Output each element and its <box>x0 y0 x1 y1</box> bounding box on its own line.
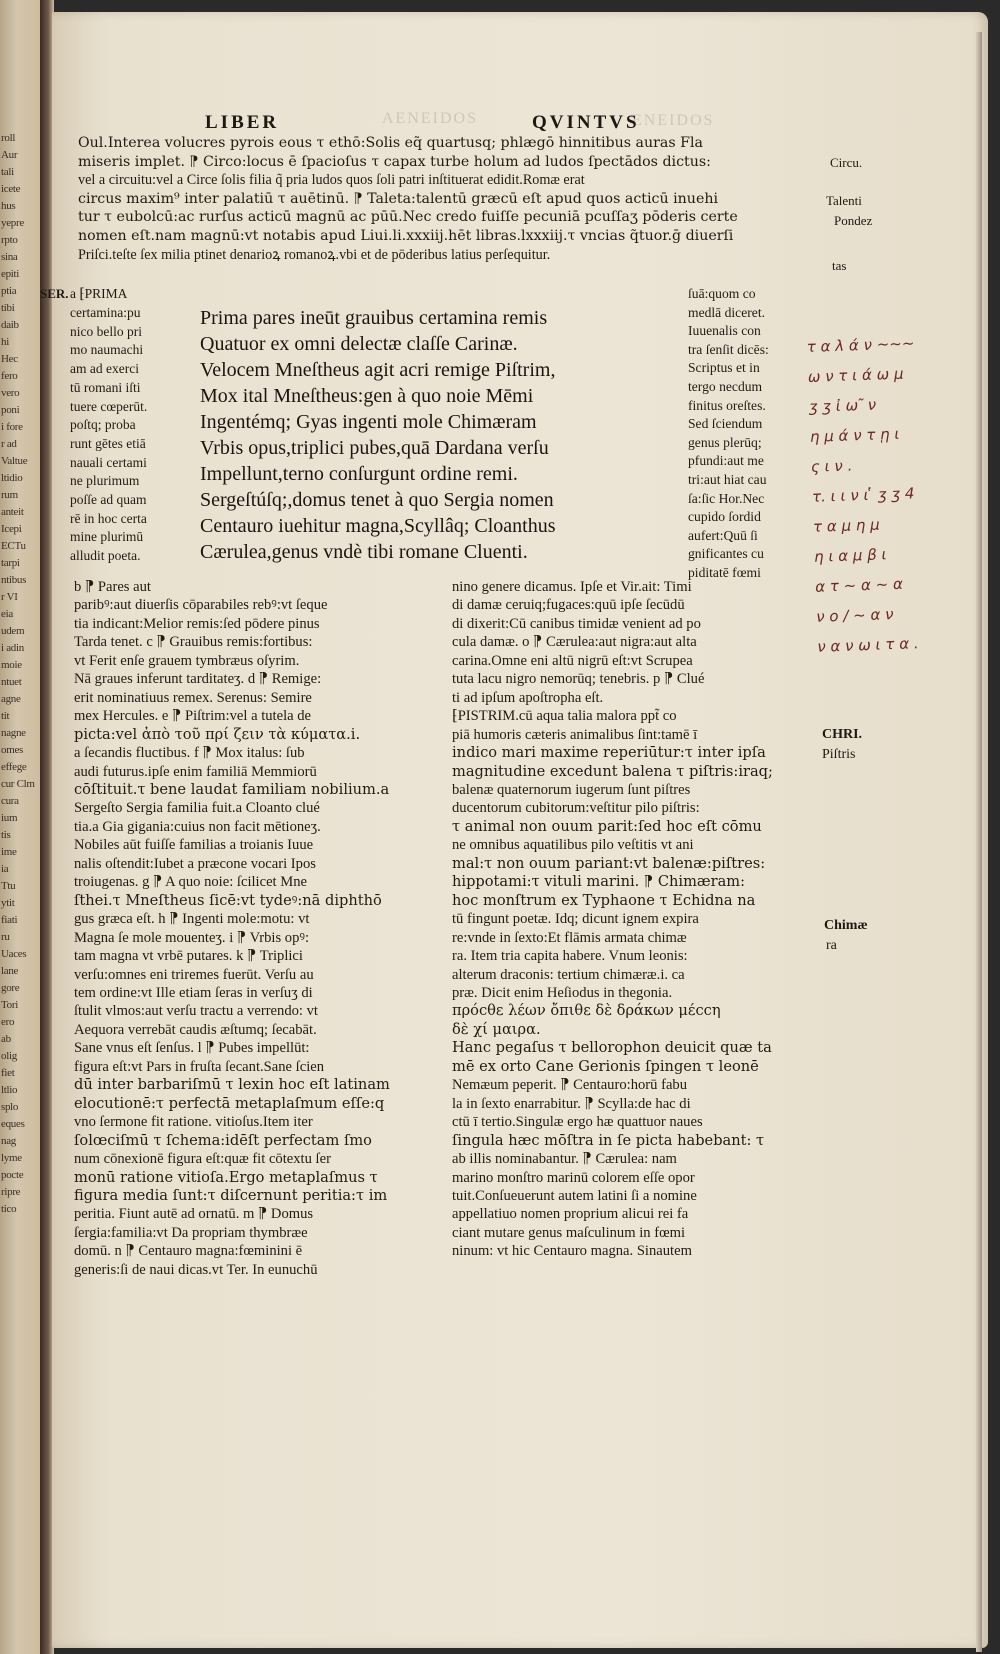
facing-page-line: epiti <box>1 268 20 280</box>
facing-page-line: i adin <box>1 642 24 654</box>
commentary-line: picta:vel ἀπὸ τοῦ πρί ζειν τὰ κύματα.i. <box>74 725 361 743</box>
commentary-line: indico mari maxime reperiūtur:τ inter ipſa <box>452 744 766 762</box>
facing-page-line: cura <box>1 795 19 807</box>
facing-page-line: effege <box>1 761 27 773</box>
commentary-line: piā humoris cæteris animalibus ſint:tamē ī <box>452 726 698 743</box>
commentary-line: nomen eſt.nam magnū:vt notabis apud Liui.li.xxxiij.hēt libras.lxxxiij.τ vncias q̃tuor.ḡ diuerſi <box>78 227 734 244</box>
facing-page-line: eia <box>1 608 13 620</box>
facing-page-line: ero <box>1 1016 15 1028</box>
verse-line: Vrbis opus,triplici pubes,quā Dardana verſu <box>200 437 549 459</box>
commentary-line: nino genere dicamus. Ipſe et Vir.ait: Timi <box>452 579 692 595</box>
commentary-line: elocutionē:τ perfectā metaplaſmum eſſe:q <box>74 1094 385 1112</box>
commentary-line: Priſci.teſte ſex milia ptinet denarioꝝ romanoꝝ.vbi et de pōderibus latius perſequitur. <box>78 246 551 263</box>
facing-page-line: agne <box>1 693 21 705</box>
facing-page-line: olig <box>1 1050 17 1062</box>
commentary-line: am ad exerci <box>70 361 139 377</box>
commentary-line: poſtq; proba <box>70 417 136 433</box>
facing-page-line: lane <box>1 965 19 977</box>
commentary-line: pfundi:aut me <box>688 453 764 469</box>
facing-page-line: Hec <box>1 353 18 365</box>
handwritten-line: ν ο / ~ α ν <box>815 605 894 626</box>
commentary-line: ne plurimum <box>70 473 140 489</box>
commentary-line: di dixerit:Cū canibus timidæ venient ad po <box>452 615 701 632</box>
facing-page-line: pocte <box>1 1169 24 1181</box>
facing-page-line: omes <box>1 744 24 756</box>
commentary-line: vt Ferit enſe grauem tymbræus oſyrim. <box>74 652 300 669</box>
commentary-line: gnificantes cu <box>688 546 764 562</box>
commentary-line: figura eſt:vt Pars in fruſta ſecant.Sane ſcien <box>74 1058 325 1075</box>
commentary-line: tam magna vt vrbē putares. k ⁋ Triplici <box>74 948 303 965</box>
commentary-line: ne omnibus aquatilibus pilo veſtitis vt ani <box>452 837 694 854</box>
commentary-line: paribꝰ:aut diuerſis cōparabiles rebꝰ:vt ſeque <box>74 597 328 614</box>
commentary-line: ra. Item tria capita habere. Vnum leonis: <box>452 948 688 965</box>
commentary-line: piditatē fœmi <box>688 564 761 580</box>
commentary-line: balenæ quaternorum iugerum ſunt piſtres <box>452 781 691 798</box>
handwritten-annotation <box>806 328 925 662</box>
commentary-line: alterum draconis: tertium chimæræ.i. ca <box>452 966 685 983</box>
commentary-line: τ animal non ouum parit:ſed hoc eſt cōmu <box>452 817 762 835</box>
commentary-line: erit nominatiuus remex. Serenus: Semire <box>74 689 312 706</box>
commentary-line: ſa:ſic Hor.Nec <box>688 490 765 506</box>
verse-line: Velocem Mneſtheus agit acri remige Piſtrim, <box>200 359 556 381</box>
margin-note-circu: Circu. <box>830 155 863 170</box>
commentary-line: ⁅PISTRIM.cū aqua talia malora ppt̃ co <box>452 708 677 725</box>
commentary-line: circus maxim⁹ inter palatiū τ auētinū. ⁋ Taleta:talentū græcū eſt apud quos acticū inuehi <box>78 190 719 207</box>
show-through-left: AENEIDOS <box>382 110 478 127</box>
facing-page-line: fiati <box>1 914 18 926</box>
commentary-line: nalis oſtendit:Iubet a præcone vocari Ipos <box>74 855 316 872</box>
facing-page-edge <box>0 0 42 1654</box>
facing-page-line: vero <box>1 387 20 399</box>
commentary-line: appellatiuo nomen proprium alicui rei fa <box>452 1206 689 1223</box>
commentary-line: vno ſermone fit ratione. vitioſus.Item iter <box>74 1114 313 1131</box>
facing-page-line: Icepi <box>1 523 22 535</box>
top-commentary <box>78 134 738 264</box>
margin-note-tas: tas <box>832 258 847 273</box>
margin-note-ser: SER. <box>40 286 69 301</box>
book-page <box>40 12 988 1648</box>
commentary-line: mo naumachi <box>70 342 144 358</box>
left-narrow-commentary <box>70 304 147 566</box>
commentary-line: domū. n ⁋ Centauro magna:fœminini ē <box>74 1243 303 1260</box>
facing-page-line: moie <box>1 659 22 671</box>
commentary-line: Hanc pegaſus τ bellorophon deuicit quæ ta <box>452 1039 772 1057</box>
commentary-line: medlā diceret. <box>688 304 765 320</box>
commentary-line: ducentorum cubitorum:veſtitur pilo piſtris: <box>452 800 700 817</box>
handwritten-line: τ α μ η μ <box>812 515 880 536</box>
commentary-line: tū romani iſti <box>70 379 141 395</box>
commentary-line: re:vnde in ſexto:Et flāmis armata chimæ <box>452 929 687 946</box>
facing-page-line: hus <box>1 200 16 212</box>
facing-page-line: Tori <box>1 999 18 1011</box>
running-head-right: QVINTVS <box>532 112 640 133</box>
margin-note-ra: ra <box>826 938 837 953</box>
commentary-line: ninum: vt hic Centauro magna. Sinautem <box>452 1243 692 1260</box>
facing-page-line: lyme <box>1 1152 22 1164</box>
facing-page-line: nag <box>1 1135 16 1147</box>
facing-page-line: ytit <box>1 897 15 909</box>
facing-page-line: gore <box>1 982 20 994</box>
handwritten-line: τ α λ ά ν ~~~ <box>806 334 915 356</box>
facing-page-line: eques <box>1 1118 25 1130</box>
commentary-line: nico bello pri <box>70 323 142 339</box>
commentary-line: ſtulit vlmos:aut verſu tractu a verrendo: vt <box>74 1003 318 1020</box>
commentary-column-right <box>452 578 773 1261</box>
commentary-line: figura media ſunt:τ diſcernunt peritia:τ im <box>74 1186 388 1204</box>
commentary-line: b ⁋ Pares aut <box>74 579 151 595</box>
facing-page-line: ium <box>1 812 18 824</box>
commentary-line: di damæ ceruiq;fugaces:quū ipſe ſecūdū <box>452 597 685 614</box>
commentary-line: πρόϲθε λέων ὄπιθε δὲ δράκων μέϲϲη <box>452 1002 721 1020</box>
margin-note-pistris: Piſtris <box>822 747 856 762</box>
verse-line: Sergeſtúſq;,domus tenet à quo Sergia nomen <box>200 489 554 511</box>
facing-page-line: r VI <box>1 591 18 603</box>
commentary-line: tur τ eubolcū:ac rurſus acticū magnū ac pūū.Nec credo fuiſſe pecuniā pcuſſaʒ pōderis certe <box>78 209 738 226</box>
commentary-line: Sergeſto Sergia familia fuit.a Cloanto clué <box>74 800 320 817</box>
facing-page-line: Uaces <box>1 948 27 960</box>
facing-page-line: ab <box>1 1033 11 1045</box>
commentary-line: rē in hoc certa <box>70 510 147 526</box>
facing-page-line: r ad <box>1 438 17 450</box>
facing-page-line: tali <box>1 166 14 178</box>
commentary-line: runt gētes etiā <box>70 435 146 451</box>
commentary-line: gus græca eſt. h ⁋ Ingenti mole:motu: vt <box>74 911 310 928</box>
facing-page-line: roll <box>1 132 16 144</box>
facing-page-line: nagne <box>1 727 26 739</box>
commentary-line: generis:ſi de naui dicas.vt Ter. In eunuchū <box>74 1261 318 1278</box>
facing-page-line: ptia <box>1 285 17 297</box>
verse-line: Prima pares ineūt grauibus certamina remis <box>200 307 548 329</box>
commentary-line: Magna ſe mole mouenteʒ. i ⁋ Vrbis opꝰ: <box>74 929 310 946</box>
facing-page-line: rum <box>1 489 18 501</box>
commentary-line: verſu:omnes eni triremes fuerūt. Verſu au <box>74 966 314 983</box>
handwritten-line: α τ ~ α ~ α <box>814 574 904 596</box>
facing-page-line: tibi <box>1 302 15 314</box>
commentary-line: a ſecandis fluctibus. f ⁋ Mox italus: ſub <box>74 745 305 762</box>
commentary-line: tū fingunt poetæ. Idq; dicunt ignem expira <box>452 911 699 928</box>
commentary-line: finitus oreſtes. <box>688 397 766 413</box>
page-fore-edge <box>976 32 982 1652</box>
facing-page-line: hi <box>1 336 9 348</box>
facing-page-line: tis <box>1 829 11 841</box>
facing-page-line: ltlio <box>1 1084 18 1096</box>
facing-page-line: ntuet <box>1 676 22 688</box>
aeneid-verse-block <box>200 305 556 565</box>
commentary-line: miseris implet. ⁋ Circo:locus ē ſpacioſus τ capax turbe holum ad ludos ſpectādos dictus: <box>78 153 711 170</box>
facing-page-line: Aur <box>1 149 18 161</box>
commentary-line: Tarda tenet. c ⁋ Grauibus remis:fortibus: <box>74 634 313 651</box>
margin-note-talenti: Talenti <box>826 193 862 208</box>
facing-page-line: ltidio <box>1 472 23 484</box>
commentary-line: δὲ χί μαιρα. <box>452 1020 541 1038</box>
facing-page-line: Valtue <box>1 455 28 467</box>
handwritten-line: η ι α μ β ι <box>813 545 887 566</box>
commentary-line: Aequora verrebāt caudis æſtumq; ſecabāt. <box>74 1021 317 1038</box>
facing-page-line: rpto <box>1 234 18 246</box>
commentary-line: monū ratione vitioſa.Ergo metaplaſmus τ <box>74 1168 378 1186</box>
facing-page-line: fero <box>1 370 18 382</box>
commentary-line: ctū ī tertio.Singulæ ergo hæ quattuor naues <box>452 1114 703 1131</box>
facing-page-line: ECTu <box>1 540 26 552</box>
commentary-line: peritia. Fiunt autē ad ornatū. m ⁋ Domus <box>74 1206 314 1223</box>
facing-page-line: ime <box>1 846 17 858</box>
commentary-line: audi futurus.ipſe enim familiā Memmiorū <box>74 763 317 780</box>
verse-line: Quatuor ex omni delectæ claſſe Carinæ. <box>200 333 518 355</box>
commentary-line: mex Hercules. e ⁋ Piſtrim:vel a tutela de <box>74 708 312 725</box>
commentary-line: cupido ſordid <box>688 509 761 525</box>
verse-line: Cærulea,genus vndè tibi romane Cluenti. <box>200 541 528 563</box>
commentary-line: certamina:pu <box>70 305 141 320</box>
commentary-line: tri:aut hiat cau <box>688 471 767 487</box>
handwritten-line: τ. ι ι ν ι ̔ ʒ ʒ 4 <box>811 484 915 506</box>
facing-page-line: poni <box>1 404 20 416</box>
facing-page-line: cur Clm <box>1 778 35 790</box>
commentary-line: hoc monſtrum ex Typhaone τ Echidna na <box>452 891 756 909</box>
commentary-line: ab illis nominabantur. ⁋ Cærulea: nam <box>452 1151 677 1168</box>
margin-note-chimae: Chimæ <box>824 918 868 933</box>
commentary-line: cōſtituit.τ bene laudat familiam nobilium.a <box>74 780 390 798</box>
facing-page-line: splo <box>1 1101 19 1113</box>
facing-page-line: ia <box>1 863 9 875</box>
commentary-line: marino monſtro marinū colorem eſſe opor <box>452 1169 695 1186</box>
commentary-line: tem ordine:vt Ille etiam ſeras in verſuʒ di <box>74 984 313 1001</box>
commentary-line: genus plerūq; <box>688 434 762 450</box>
facing-page-line: i fore <box>1 421 23 433</box>
facing-page-line: icete <box>1 183 21 195</box>
commentary-column-left <box>74 578 390 1279</box>
facing-page-line: fiet <box>1 1067 15 1079</box>
commentary-line: tia.a Gia gigania:cuius non facit mētioneʒ. <box>74 818 321 835</box>
facing-page-line: daib <box>1 319 19 331</box>
facing-page-line: tarpi <box>1 557 20 569</box>
commentary-line: Nā graues inferunt tarditateʒ. d ⁋ Remige: <box>74 671 322 688</box>
commentary-line: mal:τ non ouum pariant:vt balenæ:piſtres: <box>452 854 766 872</box>
verse-line: Ingentémq; Gyas ingenti mole Chimæram <box>200 411 537 433</box>
facing-page-line: anteit <box>1 506 24 518</box>
handwritten-line: ς ι ν . <box>810 456 853 476</box>
facing-page-line: yepre <box>1 217 24 229</box>
commentary-line: tergo necdum <box>688 378 763 394</box>
commentary-line: Nobiles aūt fuiſſe familias a troianis Iuue <box>74 837 314 854</box>
commentary-line: mē ex orto Cane Gerionis ſpingen τ leonē <box>452 1057 759 1075</box>
commentary-line: ti ad ipſum apoſtropha eſt. <box>452 689 604 706</box>
facing-page-line: Ttu <box>1 880 16 892</box>
facing-page-line: tit <box>1 710 10 722</box>
commentary-line: alludit poeta. <box>70 548 141 564</box>
commentary-line: dū inter barbariſmū τ lexin hoc eſt latinam <box>74 1076 390 1094</box>
commentary-line: ſolœciſmū τ ſchema:idēſt perfectam ſmo <box>74 1131 372 1149</box>
commentary-line: magnitudine excedunt balena τ piſtris:iraq; <box>452 762 773 780</box>
commentary-line: poſſe ad quam <box>70 492 147 508</box>
handwritten-line: ʒ ʒ ἰ ω ͂ ν <box>808 395 877 416</box>
verse-line: Mox ital Mneſtheus:gen à quo noie Mēmi <box>200 385 534 407</box>
commentary-line: tia indicant:Melior remis:ſed pōdere pinus <box>74 615 320 632</box>
commentary-line: tuta lacu nigro nemorūq; tenebris. p ⁋ Clué <box>452 671 705 688</box>
commentary-line: tra ſenſit dicēs: <box>688 341 769 357</box>
facing-page-line: ripre <box>1 1186 21 1198</box>
running-head-left: LIBER <box>205 112 280 133</box>
commentary-line: ſergia:familia:vt Da propriam thymbræe <box>74 1224 308 1241</box>
handwritten-line: ν α ν ω ι τ α . <box>816 634 919 656</box>
commentary-line: tuere cœperūt. <box>70 398 148 414</box>
commentary-line: ciant mutare genus maſculinum in fœmi <box>452 1224 686 1241</box>
commentary-line: vel a circuitu:vel a Circe ſolis filia q̃ pria ludos quos ſoli patri inſtituerat edidit.Romæ erat <box>78 172 585 189</box>
margin-note-chri: CHRI. <box>822 727 863 742</box>
commentary-line: Sed ſciendum <box>688 416 763 432</box>
commentary-line: præ. Dicit enim Heſiodus in thegonia. <box>452 984 673 1001</box>
verse-line: Centauro iuehitur magna,Scyllâq; Cloanthus <box>200 515 556 537</box>
facing-page-fragments <box>1 130 41 1218</box>
servius-lead: a ⁅PRIMA <box>70 286 128 301</box>
verse-line: Impellunt,terno conſurgunt ordine remi. <box>200 463 518 485</box>
commentary-line: Sane vnus eſt ſenſus. l ⁋ Pubes impellūt: <box>74 1040 310 1057</box>
commentary-line: ſthei.τ Mneſtheus ſicē:vt tydeꝰ:nā diphthō <box>74 891 382 909</box>
handwritten-line: ω ν τ ι ά ω μ <box>807 364 904 386</box>
margin-note-pondez: Pondez <box>834 213 873 228</box>
facing-page-line: ntibus <box>1 574 27 586</box>
commentary-line: Nemæum peperit. ⁋ Centauro:horū fabu <box>452 1077 688 1094</box>
facing-page-line: udem <box>1 625 25 637</box>
facing-page-line: sina <box>1 251 18 263</box>
commentary-line: Scriptus et in <box>688 360 760 376</box>
commentary-line: aufert:Quū ſi <box>688 527 758 543</box>
commentary-line: nauali certami <box>70 454 147 470</box>
commentary-line: la in ſexto enarrabitur. ⁋ Scylla:de hac di <box>452 1095 691 1112</box>
commentary-line: Iuuenalis con <box>688 323 761 339</box>
commentary-line: tuit.Conſueuerunt autem latini ſi a nomine <box>452 1187 697 1204</box>
commentary-line: num cōnexionē figura eſt:quæ fit cōtextu ſer <box>74 1151 331 1168</box>
commentary-line: Oul.Interea volucres pyrois eous τ ethō:Solis eq̃ quartusq; phlægō hinnitibus auras Fla <box>78 135 703 151</box>
commentary-line: troiugenas. g ⁋ A quo noie: ſcilicet Mne <box>74 874 308 891</box>
commentary-line: ſingula hæc mōſtra in ſe picta habebant: τ <box>452 1131 765 1149</box>
right-narrow-commentary <box>688 285 769 583</box>
commentary-line: hippotami:τ vituli marini. ⁋ Chimæram: <box>452 873 746 891</box>
commentary-line: mine plurimū <box>70 529 144 545</box>
show-through-right: ENEIDOS <box>632 112 715 129</box>
facing-page-line: tico <box>1 1203 17 1215</box>
commentary-line: carina.Omne eni altū nigrū eſt:vt Scrupea <box>452 652 693 669</box>
facing-page-line: ru <box>1 931 10 943</box>
commentary-line: cula damæ. o ⁋ Cærulea:aut nigra:aut alta <box>452 634 697 651</box>
handwritten-line: η μ ά ν τ ῃ ι <box>809 424 900 446</box>
commentary-line: ſuā:quom co <box>688 286 756 301</box>
